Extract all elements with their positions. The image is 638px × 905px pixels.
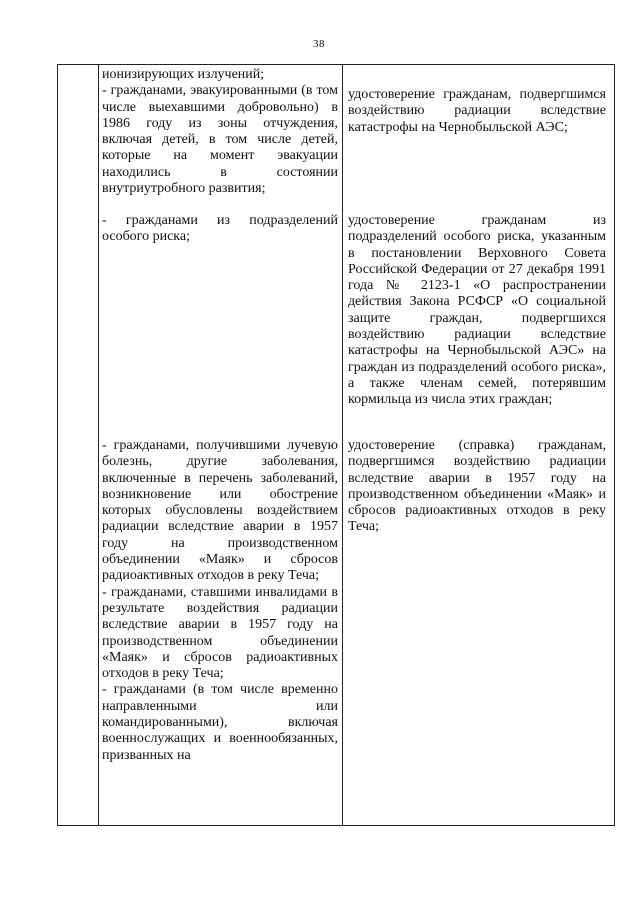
- middle-paragraph-2: - гражданами, эвакуированными (в том числе выехавшими добровольно) в 1986 году из зоны отчуждения, включая детей, в том числе детей, которые на момент эвакуации находились в состоянии внутриутробного развития;: [102, 83, 338, 197]
- right-paragraph-1: удостоверение гражданам, подвергшимся воздействию радиации вследствие катастрофы на Чернобыльской АЭС;: [348, 87, 606, 135]
- right-paragraph-2: удостоверение гражданам из подразделений особого риска, указанным в постановлении Верховного Совета Российской Федерации от 27 декабря 1991 года № 2123-1 «О распространении действия Закона РСФСР «О социальной защите граждан, подвергшихся воздействию радиации вследствие катастрофы на Чернобыльской АЭС» на граждан из подразделений особого риска», а также членам семей, потерявшим кормильца из числа этих граждан;: [348, 213, 606, 408]
- right-cell-2: [348, 213, 606, 409]
- page-number: 38: [313, 38, 325, 50]
- column-divider-left: [98, 65, 99, 825]
- middle-paragraph-1: ионизирующих излучений;: [102, 67, 265, 82]
- middle-cell-3: [102, 438, 338, 764]
- middle-cell-1: [102, 67, 338, 197]
- right-paragraph-3: удостоверение (справка) гражданам, подвергшимся воздействию радиации вследствие аварии в 1957 году на производственном объединении «Маяк» и сбросов радиоактивных отходов в реку Теча;: [348, 438, 606, 535]
- middle-paragraph-5: - гражданами, ставшими инвалидами в результате воздействия радиации вследствие аварии в 1957 году на производственном объединении «Маяк» и сбросов радиоактивных отходов в реку Теча;: [102, 584, 338, 682]
- column-divider-right: [342, 65, 343, 825]
- document-table: [57, 64, 615, 826]
- right-cell-3: [348, 438, 606, 536]
- middle-paragraph-6: - гражданами (в том числе временно направленными или командированными), включая военнослужащих и военнообязанных, призванных на: [102, 682, 338, 763]
- middle-cell-2: [102, 213, 338, 246]
- middle-paragraph-4: - гражданами, получившими лучевую болезнь, другие заболевания, включенные в перечень заболеваний, возникновение или обострение которых обусловлены воздействием радиации вследствие аварии в 1957 году на производственном объединении «Маяк» и сбросов радиоактивных отходов в реку Теча;: [102, 438, 338, 584]
- right-cell-1: [348, 87, 606, 136]
- middle-paragraph-3: - гражданами из подразделений особого риска;: [102, 213, 338, 245]
